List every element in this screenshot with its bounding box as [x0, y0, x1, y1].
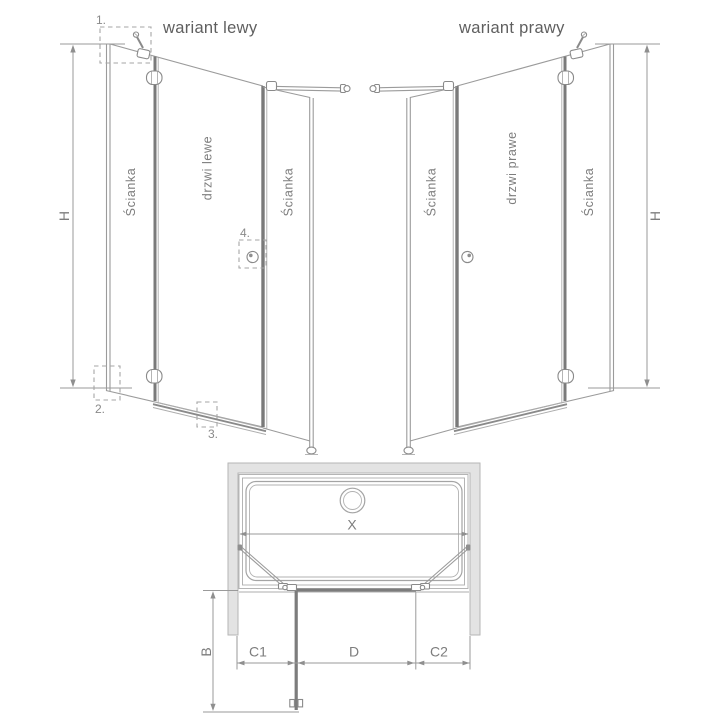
right-variant-geometry: [370, 32, 660, 455]
x-dimension: [240, 517, 469, 537]
c2-dimension-label: C2: [430, 643, 448, 660]
x-dimension-label: X: [347, 516, 357, 533]
callout-label-3: 3.: [208, 427, 219, 441]
width-dimensions: [237, 593, 470, 670]
left-variant-geometry: [60, 32, 350, 455]
c1-dimension-label: C1: [249, 643, 267, 660]
left-variant-view: [56, 13, 350, 455]
right-wall-right-label: Ścianka: [582, 167, 596, 217]
callout-label-4: 4.: [240, 226, 251, 240]
callout-label-2: 2.: [95, 402, 106, 416]
left-variant-title: wariant lewy: [163, 19, 258, 37]
left-wall-left-label: Ścianka: [124, 167, 138, 217]
right-variant-view: [370, 19, 663, 455]
d-dimension-label: D: [348, 643, 360, 660]
right-pivot-icon: [412, 585, 422, 591]
left-pivot-icon: [287, 585, 297, 591]
right-brace: [421, 545, 471, 590]
open-door-plan: [290, 591, 303, 710]
left-door-label: drzwi lewe: [200, 135, 215, 201]
top-plan-view: [198, 463, 480, 712]
right-door-label: drzwi prawe: [505, 131, 519, 205]
callout-label-1: 1.: [96, 13, 107, 27]
left-height-label: H: [56, 210, 72, 222]
right-height-label: H: [647, 210, 663, 222]
left-brace: [238, 545, 288, 590]
right-variant-title: wariant prawy: [459, 19, 565, 37]
right-wall-left-label: Ścianka: [424, 167, 439, 217]
left-wall-right-label: Ścianka: [281, 167, 296, 217]
door-handle-plan-icon: [290, 700, 295, 707]
b-dimension-label: B: [198, 647, 214, 657]
